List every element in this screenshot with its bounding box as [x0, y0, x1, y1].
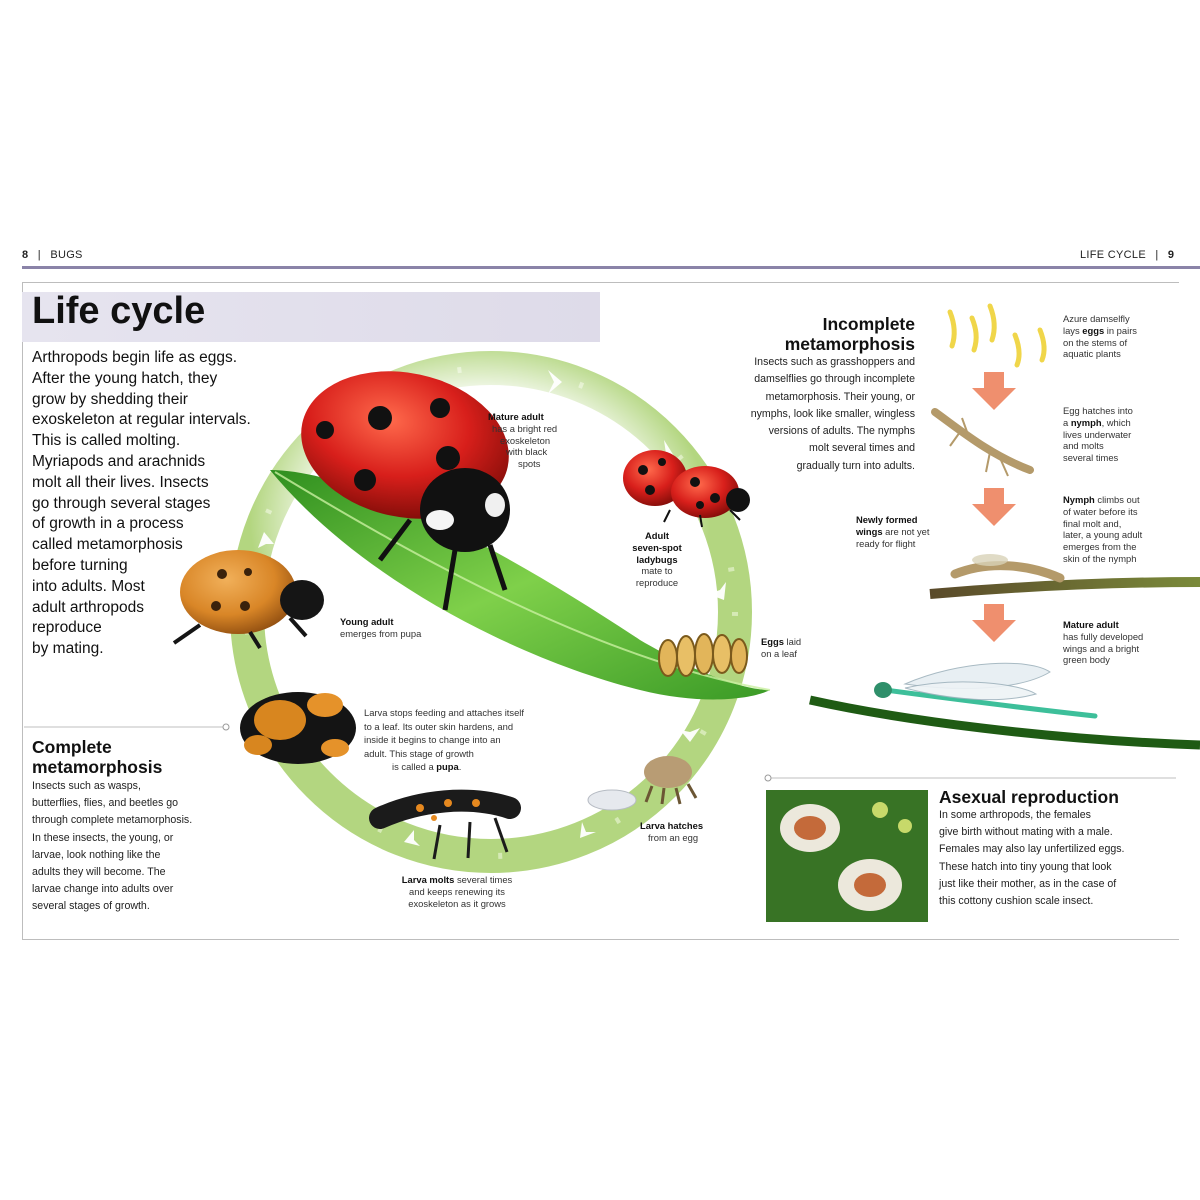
caption-line: final molt and, [1063, 517, 1122, 529]
complete-line: In these insects, the young, or [32, 831, 174, 844]
caption-pupa [364, 706, 574, 774]
caption-line: spots [518, 458, 541, 470]
complete-line: adults they will become. The [32, 866, 166, 879]
intro-line: grow by shedding their [32, 390, 188, 408]
caption-bold: Nymph [1063, 494, 1095, 505]
damselfly-eggs [950, 306, 1044, 365]
caption-damselfly-mature [1063, 619, 1173, 666]
caption-line: Azure damselfly [1063, 313, 1130, 324]
incomplete-heading-line: metamorphosis [784, 334, 915, 354]
sequence-arrows [972, 372, 1016, 642]
intro-line: exoskeleton at regular intervals. [32, 411, 251, 429]
caption-text: in pairs [1104, 324, 1137, 336]
complete-heading [32, 737, 232, 777]
caption-bold: Newly formed [856, 514, 918, 525]
intro-line: After the young hatch, they [32, 369, 218, 387]
caption-text: several times [454, 874, 513, 885]
caption-text: lays [1063, 324, 1083, 336]
caption-young-adult [340, 616, 450, 640]
incomplete-line: nymphs, look like smaller, wingless [750, 407, 915, 420]
caption-bold: Larva molts [401, 874, 455, 885]
ladybug-pupa [240, 692, 356, 764]
page-number-right: 9 [1167, 249, 1175, 261]
asexual-line: give birth without mating with a male. [939, 826, 1113, 839]
caption-text: . [458, 761, 462, 773]
caption-damselfly-eggs [1063, 313, 1163, 360]
caption-line: has a bright red [492, 422, 558, 434]
caption-line: on the stems of [1063, 336, 1128, 348]
asexual-line: These hatch into tiny young that look [939, 860, 1112, 873]
caption-line: Egg hatches into [1063, 405, 1133, 416]
caption-text: laid [783, 636, 802, 647]
divider-dot [765, 775, 771, 781]
caption-line: adult. This stage of growth [364, 747, 474, 759]
caption-mature-adult [488, 411, 588, 470]
caption-bold: Young adult [340, 616, 394, 627]
caption-line: inside it begins to change into an [364, 734, 501, 746]
asexual-line: In some arthropods, the females [939, 809, 1091, 821]
asexual-reproduction-section [939, 787, 1179, 910]
caption-line: with black [506, 446, 548, 458]
running-head-separator: | [37, 249, 41, 261]
complete-heading-line: Complete [32, 737, 112, 757]
intro-line: Arthropods begin life as eggs. [32, 349, 238, 366]
incomplete-metamorphosis-section [700, 314, 915, 475]
caption-text: a [1063, 416, 1071, 428]
section-name-left: BUGS [50, 249, 83, 261]
caption-damselfly-nymph-climbs [1063, 494, 1173, 565]
caption-eggs [761, 636, 831, 660]
complete-line: butterflies, flies, and beetles go [32, 797, 179, 810]
caption-damselfly-nymph-hatch [1063, 405, 1163, 464]
complete-line: larvae, look nothing like the [32, 848, 161, 861]
caption-bold: nymph [1070, 416, 1102, 428]
caption-bold: wings [856, 525, 883, 537]
intro-line: adult arthropods [32, 598, 145, 616]
caption-line: and keeps renewing its [409, 885, 505, 897]
complete-line: Insects such as wasps, [32, 780, 141, 792]
asexual-line: just like their mother, as in the case of [939, 877, 1117, 890]
caption-line: exoskeleton as it grows [408, 897, 506, 909]
caption-line: to a leaf. Its outer skin hardens, and [364, 720, 514, 732]
incomplete-line: molt several times and [809, 442, 915, 455]
caption-bold: Larva hatches [640, 820, 704, 831]
intro-line: reproduce [32, 619, 102, 637]
incomplete-body [700, 354, 915, 475]
caption-damselfly-wings [856, 514, 956, 549]
intro-line: This is called molting. [32, 432, 181, 450]
asexual-line: Females may also lay unfertilized eggs. [939, 843, 1125, 856]
section-name-right: LIFE CYCLE [1080, 249, 1146, 261]
caption-larva-molts [372, 874, 542, 909]
caption-adult-ladybugs [612, 530, 702, 589]
caption-line: ready for flight [856, 537, 916, 549]
caption-line: several times [1063, 452, 1119, 464]
intro-paragraph [32, 348, 282, 660]
caption-line: Larva stops feeding and attaches itself [364, 707, 524, 718]
caption-line: from an egg [648, 831, 699, 843]
caption-line: lives underwater [1063, 428, 1132, 440]
incomplete-line: versions of adults. The nymphs [768, 425, 915, 438]
complete-heading-line: metamorphosis [32, 757, 163, 777]
caption-text: are not yet [882, 525, 930, 537]
asexual-heading: Asexual reproduction [939, 787, 1119, 807]
caption-line: emerges from pupa [340, 627, 422, 639]
incomplete-heading [700, 314, 915, 354]
caption-bold: Adult [645, 530, 669, 541]
caption-text: climbs out [1094, 494, 1140, 505]
caption-bold: eggs [1082, 324, 1105, 336]
cottony-cushion-scale-photo [766, 790, 928, 922]
caption-line: wings and a bright [1063, 642, 1140, 654]
caption-line: has fully developed [1063, 630, 1144, 642]
intro-line: of growth in a process [32, 515, 184, 533]
intro-line: by mating. [32, 640, 104, 658]
caption-line: on a leaf [761, 647, 797, 659]
complete-body [32, 778, 232, 916]
caption-line: reproduce [635, 577, 679, 589]
complete-line: larvae change into adults over [32, 883, 174, 896]
page-title: Life cycle [32, 290, 206, 332]
caption-line: and molts [1063, 440, 1104, 452]
caption-bold: Mature adult [488, 411, 544, 422]
caption-bold: ladybugs [636, 553, 678, 565]
caption-line: green body [1063, 654, 1110, 666]
intro-line: before turning [32, 556, 128, 574]
damselfly-nymph [935, 412, 1030, 476]
page-number-left: 8 [22, 249, 29, 261]
incomplete-line: damselflies go through incomplete [754, 373, 915, 386]
divider-dot [223, 724, 229, 730]
incomplete-line: Insects such as grasshoppers and [754, 356, 915, 368]
caption-line: later, a young adult [1063, 529, 1143, 541]
incomplete-line: metamorphosis. Their young, or [765, 390, 915, 403]
incomplete-line: gradually turn into adults. [796, 459, 915, 472]
incomplete-heading-line: Incomplete [822, 314, 915, 334]
caption-text: is called a [392, 761, 437, 773]
caption-bold: seven-spot [632, 541, 682, 553]
caption-line: mate to [641, 565, 673, 577]
running-head-separator: | [1155, 249, 1159, 261]
caption-line: aquatic plants [1063, 348, 1121, 360]
caption-line: exoskeleton [500, 434, 551, 446]
complete-metamorphosis-section [32, 737, 232, 916]
complete-line: several stages of growth. [32, 900, 150, 913]
asexual-body [939, 807, 1179, 910]
mature-damselfly [810, 663, 1200, 745]
caption-line: of water before its [1063, 505, 1138, 517]
caption-line: skin of the nymph [1063, 552, 1137, 564]
asexual-line: this cottony cushion scale insect. [939, 895, 1094, 908]
intro-line: into adults. Most [32, 577, 145, 595]
intro-line: called metamorphosis [32, 536, 183, 554]
caption-text: , which [1101, 416, 1131, 428]
caption-line: emerges from the [1063, 541, 1137, 553]
intro-line: Myriapods and arachnids [32, 452, 206, 470]
intro-line: go through several stages [32, 494, 211, 512]
caption-larva-hatches [640, 820, 740, 844]
intro-line: molt all their lives. Insects [32, 473, 209, 491]
caption-bold: pupa [436, 761, 459, 773]
caption-bold: Eggs [761, 636, 784, 647]
caption-bold: Mature adult [1063, 619, 1119, 630]
complete-line: through complete metamorphosis. [32, 814, 193, 827]
